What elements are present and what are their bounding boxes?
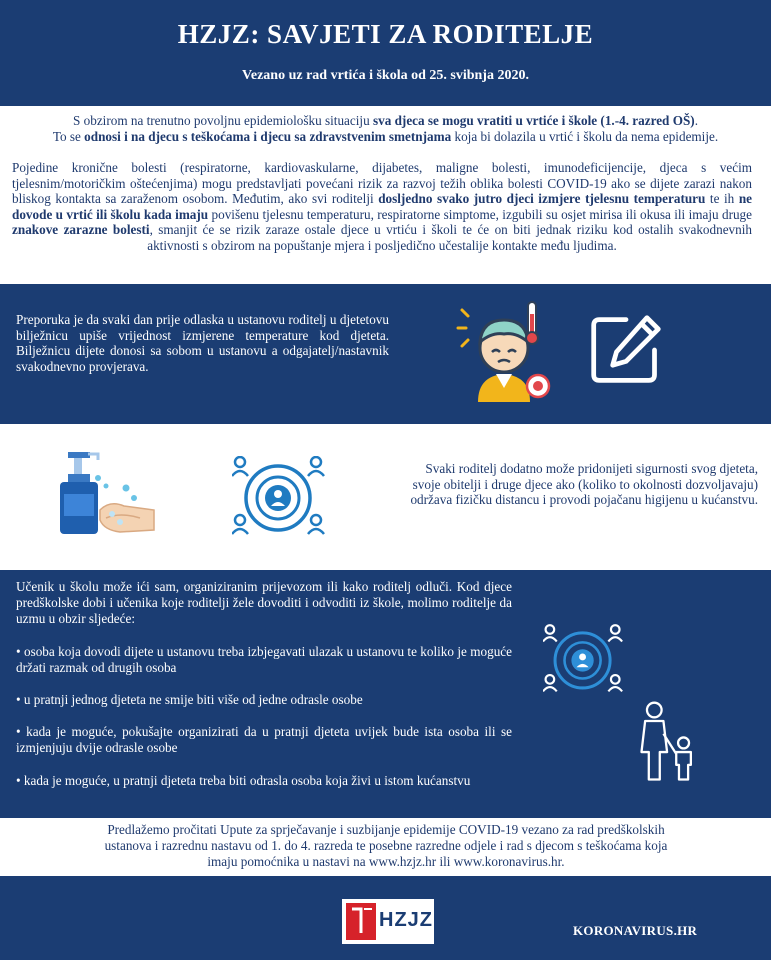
footer-banner [0,876,771,960]
intro-paragraph-2 [12,160,752,253]
text-span: S obzirom na trenutno povoljnu epidemiološku situaciju [73,113,373,128]
intro-section [0,106,771,284]
social-distance-icon [232,456,332,546]
temperature-section [0,284,771,424]
hygiene-section [0,424,771,570]
bullet-item: • kada je moguće, pokušajte organizirati da u pratnji djeteta uvijek bude ista osoba ili se izmjenjuju dvije odrasle osobe [16,724,512,756]
text-span: te ih [705,191,739,206]
text-span: koja bi dolazila u vrtić i školu da nema epidemije. [451,128,719,144]
header-banner [0,0,771,106]
edit-note-icon [588,312,664,388]
school-arrival-section [0,570,771,818]
bold-span: znakove zarazne bolesti [12,222,150,237]
parent-child-icon [636,698,700,786]
website-link[interactable]: KORONAVIRUS.HR [573,923,698,938]
bold-span: sva djeca se mogu vratiti u vrtiće i škole (1.-4. razred OŠ) [372,113,695,128]
logo-text: HZJZ [379,909,433,931]
bold-span: odnosi i na djecu s teškoćama i djecu sa zdravstvenim smetnjama [84,128,452,144]
school-arrival-intro: Učenik u školu može ići sam, organiziranim prijevozom ili kako roditelj odluči. Kod djece predškolske dobi i učenika koje roditelji žele dovoditi i odvoditi iz škole, molimo roditelje da uzmu u obzir sljedeće: [16,579,512,627]
intro-paragraph-1 [20,113,751,144]
recommendation-section [0,818,771,876]
recommendation-text: Predlažemo pročitati Upute za sprječavanje i suzbijanje epidemije COVID-19 vezano za rad predškolskih ustanova i razrednu nastavu od 1. do 4. razreda te posebne razredne odjele i rad s djecom s teškoćama koja imaju pomoćnika u nastavi na www.hzjz.hr ili www.koronavirus.hr. [104,822,668,869]
text-span: To se [52,128,85,144]
hzjz-logo[interactable] [342,899,434,944]
temperature-text: Preporuka je da svaki dan prije odlaska u ustanovu roditelj u djetetovu bilježnicu upiše vrijednost izmjerene temperature kod djeteta. Bilježnicu dijete donosi sa sobom u ustanovu a odgajatelj/nastavnik svakodnevno provjerava. [16,312,389,375]
text-span: , smanjit će se rizik zaraze ostale djece u vrtiću i školi te će on biti jednak riziku kod ostalih svakodnevnih aktivnosti s obzirom na popuštanje mjera i posljedično učestalije kontakte među ljudima. [147,222,752,253]
bold-span: dosljedno svako jutro djeci izmjere tjelesnu temperaturu [378,191,706,206]
text-span: Pojedine kronične bolesti (respiratorne, kardiovaskularne, dijabetes, maligne bolesti, imunodeficijencije, djeca s većim tjelesnim/motoričkim oštećenjima) mogu predstavljati povećani rizik za razvoj težih oblika bolesti COVID-19 ako se dijete zarazi nakon bliskog kontakta sa zaraženom osobom. Međutim, ako svi roditelji [12,160,752,206]
school-arrival-text [16,579,512,789]
sick-child-thermometer-icon [456,298,556,406]
page-subtitle: Vezano uz rad vrtića i škola od 25. svibnja 2020. [242,68,529,83]
bullet-item: • u pratnji jednog djeteta ne smije biti više od jedne odrasle osobe [16,692,363,708]
bullet-item: • kada je moguće, u pratnji djeteta treba biti odrasla osoba koja živi u istom kućanstvu [16,772,471,788]
hygiene-text: Svaki roditelj dodatno može pridonijeti sigurnosti svog djeteta, svoje obitelji i druge djece ako (koliko to okolnosti dozvoljavaju) održava fizičku distancu i provodi pojačanu higijenu u kućanstvu. [410,461,758,507]
social-distance-icon [543,624,629,702]
logo-mark [346,903,376,940]
bold-span: ne dovode u vrtić ili školu kada imaju [12,191,752,222]
bullet-item: • osoba koja dovodi dijete u ustanovu treba izbjegavati ulazak u ustanovu te koliko je moguće držati razmak od drugih osoba [16,643,512,675]
text-span: povišenu tjelesnu temperaturu, respiratorne simptome, izgubili su osjet mirisa ili okusa ili imaju druge [208,206,752,222]
logo-mark-icon [346,903,376,940]
page-title: HZJZ: SAVJETI ZA RODITELJE [177,19,594,49]
text-span: . [694,113,698,128]
hand-sanitizer-icon [50,448,160,538]
